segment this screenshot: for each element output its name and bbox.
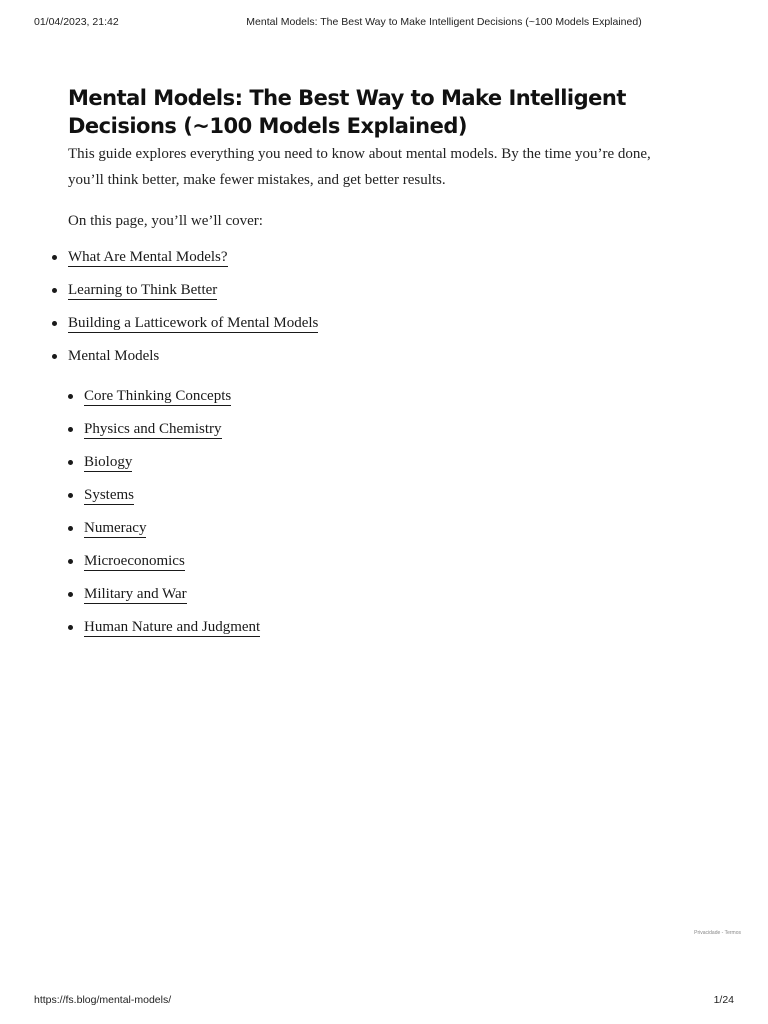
toc-label-mental-models: Mental Models (68, 348, 160, 364)
toc-link-core-thinking-concepts[interactable]: Core Thinking Concepts (84, 388, 232, 404)
toc-item-learning-to-think-better (68, 280, 668, 300)
toc-subitem-microeconomics (84, 551, 668, 571)
toc-subitem-military-and-war (84, 584, 668, 604)
toc-item-what-are-mental-models (68, 247, 668, 267)
toc-link-what-are-mental-models[interactable]: What Are Mental Models? (68, 249, 228, 265)
print-url: https://fs.blog/mental-models/ (34, 994, 172, 1006)
toc-subitem-core-thinking-concepts (84, 386, 668, 406)
cover-label: On this page, you’ll we’ll cover: (68, 213, 263, 229)
toc-link-numeracy[interactable]: Numeracy (84, 520, 147, 536)
toc-subitem-human-nature-and-judgment (84, 617, 668, 637)
toc-subitem-biology (84, 452, 668, 472)
toc-subitem-physics-and-chemistry (84, 419, 668, 439)
print-datetime: 01/04/2023, 21:42 (34, 16, 119, 28)
toc-link-building-latticework[interactable]: Building a Latticework of Mental Models (68, 315, 319, 331)
article-content (68, 84, 668, 650)
toc-sublist (84, 386, 668, 637)
toc-link-military-and-war[interactable]: Military and War (84, 586, 187, 602)
page-number: 1/24 (713, 994, 734, 1006)
toc-subitem-systems (84, 485, 668, 505)
toc-item-building-latticework (68, 313, 668, 333)
toc-item-mental-models (68, 346, 668, 637)
toc-link-systems[interactable]: Systems (84, 487, 135, 503)
toc-link-human-nature-and-judgment[interactable]: Human Nature and Judgment (84, 619, 261, 635)
toc-link-microeconomics[interactable]: Microeconomics (84, 553, 185, 569)
toc-link-learning-to-think-better[interactable]: Learning to Think Better (68, 282, 218, 298)
print-title: Mental Models: The Best Way to Make Intelligent Decisions (~100 Models Explained) (246, 16, 642, 28)
page-title: Mental Models: The Best Way to Make Intelligent Decisions (~100 Models Explained) (68, 86, 626, 138)
toc-subitem-numeracy (84, 518, 668, 538)
print-header (34, 16, 734, 30)
recaptcha-terms[interactable]: Privacidade - Termos (694, 930, 741, 936)
toc-link-biology[interactable]: Biology (84, 454, 133, 470)
table-of-contents (68, 247, 668, 637)
toc-link-physics-and-chemistry[interactable]: Physics and Chemistry (84, 421, 222, 437)
intro-paragraph: This guide explores everything you need to know about mental models. By the time you’re done, you’ll think better, make fewer mistakes, and get better results. (68, 146, 651, 188)
print-footer (34, 994, 734, 1008)
